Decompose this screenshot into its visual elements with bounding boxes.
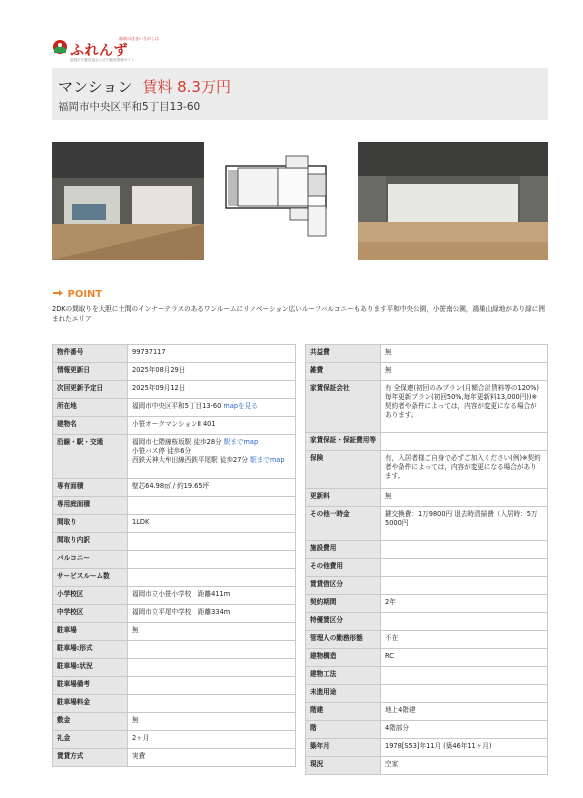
spec-label: 敷金 [53,713,128,731]
spec-value [128,587,296,605]
spec-label: 次回更新予定日 [53,381,128,399]
spec-label: 物件番号 [53,345,128,363]
listing-title [58,76,231,97]
listing-address: 福岡市中央区平和5丁目13-60 [58,101,201,113]
spec-value-text: 福岡市中央区平和5丁目13-60 [132,402,222,410]
spec-value [128,659,296,677]
spec-value [128,731,296,749]
spec-value [381,363,548,381]
spec-table-left [52,344,296,767]
spec-row [53,713,296,731]
spec-value [381,595,548,613]
spec-row [53,551,296,569]
spec-value [381,685,548,703]
spec-row [53,515,296,533]
spec-row [306,685,548,703]
spec-label: 建物名 [53,417,128,435]
spec-value [381,541,548,559]
site-logo[interactable] [52,36,162,66]
spec-value [128,399,296,417]
spec-value [381,703,548,721]
spec-row [53,569,296,587]
spec-value [381,433,548,451]
spec-row [306,559,548,577]
point-label: POINT [67,289,103,300]
spec-label: 駐車場備考 [53,677,128,695]
spec-row [306,345,548,363]
spec-label: 建物構造 [306,649,381,667]
spec-label: 駐車場 [53,623,128,641]
point-description: 2DKの間取りを大胆に土間のインナーテラスのあるワンルームにリノベーション広いルーフバルコニーもあります平和中央公園，小笹南公園，鴻巣山緑地があり緑に囲まれたエリア [52,305,545,323]
spec-label: 専有面積 [53,479,128,497]
spec-label: 駐車場:形式 [53,641,128,659]
spec-table-right [305,344,548,775]
access-line [132,447,291,456]
spec-row [306,363,548,381]
spec-label: 未進用途 [306,685,381,703]
spec-value [128,381,296,399]
spec-label: サービスルーム数 [53,569,128,587]
spec-value [381,631,548,649]
spec-row [53,533,296,551]
spec-label: 施設費用 [306,541,381,559]
spec-row [306,541,548,559]
spec-value-text: 有 全保連(初回のみプラン(月額合計賃料等の120%)毎年更新プラン(初回50%,毎年更新料13,000円))※契約者や条件によっては，内容が変更になる場合があります。 [385,384,539,419]
spec-label: 築年月 [306,739,381,757]
spec-row [306,739,548,757]
spec-label: 家賃保証・保証費用等 [306,433,381,451]
spec-label: 雑費 [306,363,381,381]
spec-value-text: 1978[S53]年11月 (築46年11ヶ月) [385,742,492,750]
spec-value-text: RC [385,652,394,660]
spec-row [306,703,548,721]
spec-value-text: 無 [385,492,392,500]
spec-label: 賃貸方式 [53,749,128,767]
spec-value-text: 無 [385,366,392,374]
spec-label: 間取り内訳 [53,533,128,551]
map-link[interactable]: mapを見る [221,402,258,410]
spec-label: 特優賃区分 [306,613,381,631]
logo-subtitle: 福岡市不動産協会公式不動産情報サイト [70,58,135,62]
spec-value [381,721,548,739]
spec-value [128,363,296,381]
spec-row [53,435,296,479]
spec-value [128,677,296,695]
spec-value-text: 1LDK [132,518,150,526]
spec-label: 情報更新日 [53,363,128,381]
spec-value [381,507,548,541]
access-text: 小笹バス停 徒歩6分 [132,447,192,455]
spec-label: 共益費 [306,345,381,363]
spec-value [128,749,296,767]
spec-value-text: 壁芯64.98㎡ / 約19.65坪 [132,482,210,490]
spec-value [381,667,548,685]
logo-tagline: 福岡の住まいさがしは [119,36,159,41]
spec-label: 契約期間 [306,595,381,613]
spec-row [53,749,296,767]
spec-row [306,489,548,507]
spec-row [53,623,296,641]
spec-row [53,731,296,749]
spec-label: 駐車場料金 [53,695,128,713]
spec-row [53,497,296,515]
spec-value [381,757,548,775]
spec-label: 家賃保証会社 [306,381,381,433]
spec-row [306,757,548,775]
spec-value-text: 4階部分 [385,724,409,732]
hand-pointer-icon [52,288,64,301]
spec-row [53,587,296,605]
spec-value [128,605,296,623]
spec-label: その他一時金 [306,507,381,541]
spec-label: バルコニー [53,551,128,569]
spec-value [128,551,296,569]
spec-value [128,695,296,713]
spec-row [306,433,548,451]
logo-name: ふれんず [70,43,128,59]
spec-row [53,345,296,363]
spec-value [128,569,296,587]
spec-value [128,497,296,515]
spec-value-text: 2025年08月29日 [132,366,186,374]
rent-price: 賃料 8.3万円 [142,78,231,96]
spec-value [381,577,548,595]
spec-row [306,667,548,685]
listing-header [52,68,548,120]
spec-value-text: 無 [132,716,139,724]
access-line [132,438,291,447]
property-type: マンション [58,78,133,96]
spec-row [306,381,548,433]
spec-value [381,559,548,577]
station-map-link[interactable]: 駅までmap [221,438,259,446]
spec-label: 所在地 [53,399,128,417]
spec-value [381,613,548,631]
spec-value-text: 小笹オークマンションⅡ 401 [132,420,216,428]
spec-label: 沿線・駅・交通 [53,435,128,479]
spec-label: 駐車場:状況 [53,659,128,677]
spec-row [306,451,548,489]
spec-value-text: 不在 [385,634,399,642]
station-map-link[interactable]: 駅までmap [248,456,285,464]
spec-value [128,515,296,533]
spec-value [381,489,548,507]
spec-value [128,641,296,659]
spec-row [53,695,296,713]
spec-value-text: 無 [132,626,139,634]
spec-row [53,479,296,497]
spec-value [128,345,296,363]
spec-value [381,649,548,667]
spec-value-text: 99737117 [132,348,166,356]
logo-mark-icon [52,39,68,55]
spec-value-text: 空家 [385,760,399,768]
interior-photo-2[interactable] [358,142,548,260]
spec-row [306,595,548,613]
spec-label: 中学校区 [53,605,128,623]
spec-label: その他費用 [306,559,381,577]
spec-value [381,345,548,363]
spec-value-text: 2ヶ月 [132,734,150,742]
spec-label: 礼金 [53,731,128,749]
spec-value [128,435,296,479]
spec-value-text: 福岡市立小笹小学校 距離411m [132,590,231,598]
spec-label: 管理人の勤務形態 [306,631,381,649]
spec-value [128,479,296,497]
spec-row [53,641,296,659]
access-text: 福岡市七隈線桜坂駅 徒歩28分 [132,438,222,446]
spec-value [381,451,548,489]
spec-value [128,533,296,551]
spec-value [381,739,548,757]
spec-row [306,721,548,739]
spec-row [53,399,296,417]
spec-row [53,363,296,381]
interior-photo-1[interactable] [52,142,204,260]
spec-row [306,631,548,649]
access-text: 西鉄天神大牟田線西鉄平尾駅 徒歩27分 [132,456,248,464]
spec-label: 現況 [306,757,381,775]
spec-label: 更新料 [306,489,381,507]
spec-label: 階建 [306,703,381,721]
spec-row [53,605,296,623]
spec-label: 専用庭面積 [53,497,128,515]
spec-value-text: 鍵交換費：1万9800円 退去時清掃費（入居時：5万5000円 [385,510,538,527]
spec-row [306,649,548,667]
spec-row [53,381,296,399]
spec-row [306,507,548,541]
floor-plan[interactable] [224,148,332,248]
spec-value-text: 福岡市立平尾中学校 距離334m [132,608,231,616]
spec-label: 小学校区 [53,587,128,605]
spec-label: 賃貸借区分 [306,577,381,595]
spec-label: 保険 [306,451,381,489]
spec-row [53,659,296,677]
spec-label: 間取り [53,515,128,533]
spec-value [381,381,548,433]
point-heading [52,288,102,301]
spec-label: 建物工法 [306,667,381,685]
access-line [132,456,291,465]
spec-value [128,417,296,435]
spec-value-text: 有，入居者様ご自身で必ずご加入ください(例)※契約者や条件によっては，内容が変更になる場合があります。 [385,454,541,480]
spec-value-text: 2年 [385,598,396,606]
spec-value-text: 実費 [132,752,146,760]
spec-value-text: 2025年09月12日 [132,384,186,392]
spec-row [53,677,296,695]
spec-row [306,613,548,631]
spec-row [53,417,296,435]
spec-value-text: 地上4階建 [385,706,416,714]
spec-value [128,623,296,641]
spec-value [128,713,296,731]
spec-label: 階 [306,721,381,739]
spec-row [306,577,548,595]
spec-value-text: 無 [385,348,392,356]
